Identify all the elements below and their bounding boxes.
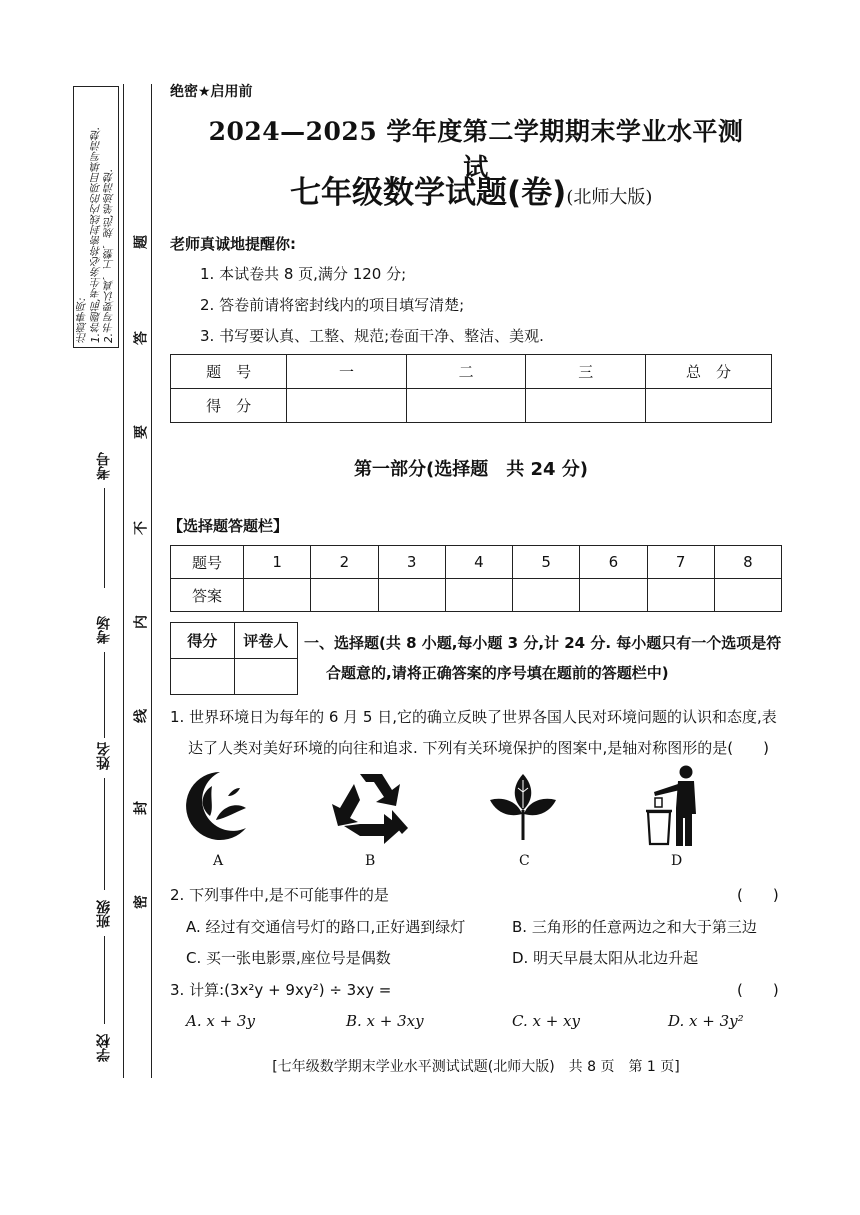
q2-stem: 2. 下列事件中,是不可能事件的是 bbox=[170, 886, 389, 904]
seal-char-3: 要 bbox=[133, 425, 147, 441]
score-header-total: 总 分 bbox=[646, 355, 772, 389]
grade-grader-cell[interactable] bbox=[234, 659, 298, 695]
answer-number-6: 6 bbox=[580, 546, 647, 579]
section1-line2: 合题意的,请将正确答案的序号填在题前的答题栏中) bbox=[326, 664, 669, 682]
notice-line2: 2.书写要认真、工整、规范,笔迹清楚. bbox=[103, 168, 115, 343]
q3-answer-paren[interactable]: ( ) bbox=[737, 981, 779, 999]
answer-cell-2[interactable] bbox=[311, 579, 378, 612]
score-cell-2[interactable] bbox=[406, 389, 526, 423]
q2-answer-paren[interactable]: ( ) bbox=[737, 886, 779, 904]
reminder-heading: 老师真诚地提醒你: bbox=[170, 235, 296, 253]
q3-option-d: D. x + 3y² bbox=[668, 1012, 744, 1030]
page-footer: [七年级数学期末学业水平测试试题(北师大版) 共 8 页 第 1 页] bbox=[272, 1059, 680, 1075]
q3-option-c: C. x + xy bbox=[512, 1012, 580, 1030]
answer-number-1: 1 bbox=[244, 546, 311, 579]
recycle-icon bbox=[330, 770, 412, 846]
q3-option-b: B. x + 3xy bbox=[346, 1012, 424, 1030]
exam-subtitle: 七年级数学试题(卷)(北师大版) bbox=[290, 175, 653, 211]
field-class: 班级 bbox=[96, 900, 112, 928]
reminder-item-2: 2. 答卷前请将密封线内的项目填写清楚; bbox=[200, 296, 465, 314]
field-exam-number: 考号 bbox=[96, 452, 112, 480]
answer-number-3: 3 bbox=[378, 546, 445, 579]
answer-table-header-label: 题号 bbox=[171, 546, 244, 579]
seal-char-7: 封 bbox=[133, 801, 147, 817]
field-line-exam-number[interactable] bbox=[104, 488, 105, 588]
answer-cell-8[interactable] bbox=[714, 579, 781, 612]
reminder-item-1: 1. 本试卷共 8 页,满分 120 分; bbox=[200, 265, 407, 283]
notice-line1: 1.答题前,考生务必将密封线内的项目填写清楚. bbox=[90, 126, 102, 343]
score-cell-3[interactable] bbox=[526, 389, 646, 423]
q1-option-d-label: D bbox=[671, 853, 683, 869]
score-header-3: 三 bbox=[526, 355, 646, 389]
grade-grader-label: 评卷人 bbox=[234, 623, 298, 659]
score-header-2: 二 bbox=[406, 355, 526, 389]
field-line-class[interactable] bbox=[104, 936, 105, 1024]
answer-cell-1[interactable] bbox=[244, 579, 311, 612]
notice-title: 注意事项: bbox=[76, 297, 88, 343]
q1-option-a-label: A bbox=[213, 853, 224, 869]
answer-bar-label: 【选择题答题栏】 bbox=[168, 517, 289, 535]
q2-option-c: C. 买一张电影票,座位号是偶数 bbox=[186, 949, 391, 967]
q1-line2: 达了人类对美好环境的向往和追求. 下列有关环境保护的图案中,是轴对称图形的是( ) bbox=[188, 739, 770, 757]
answer-cell-5[interactable] bbox=[513, 579, 580, 612]
trash-person-icon bbox=[644, 764, 710, 848]
three-leaves-icon bbox=[488, 770, 558, 844]
q3-option-a: A. x + 3y bbox=[186, 1012, 255, 1030]
seal-char-4: 不 bbox=[133, 521, 147, 537]
notice-box bbox=[73, 86, 119, 348]
score-header-1: 一 bbox=[287, 355, 407, 389]
answer-number-4: 4 bbox=[445, 546, 512, 579]
answer-cell-4[interactable] bbox=[445, 579, 512, 612]
binding-line-right bbox=[151, 84, 152, 1078]
score-header-label: 题 号 bbox=[171, 355, 287, 389]
q1-option-b-label: B bbox=[365, 853, 376, 869]
seal-char-6: 线 bbox=[133, 709, 147, 725]
exam-title: 2024—2025 学年度第二学期期末学业水平测试 bbox=[208, 117, 744, 182]
answer-number-8: 8 bbox=[714, 546, 781, 579]
edition-label: (北师大版) bbox=[566, 187, 653, 208]
grade-score-label: 得分 bbox=[171, 623, 235, 659]
moon-leaf-icon bbox=[180, 766, 260, 846]
field-exam-room: 考场 bbox=[96, 616, 112, 644]
section1-line1: 一、选择题(共 8 小题,每小题 3 分,计 24 分. 每小题只有一个选项是符 bbox=[304, 634, 782, 652]
answer-cell-3[interactable] bbox=[378, 579, 445, 612]
q1-line1: 1. 世界环境日为每年的 6 月 5 日,它的确立反映了世界各国人民对环境问题的认识和态度,表 bbox=[170, 708, 777, 726]
grade-box bbox=[170, 622, 298, 695]
q3-stem: 3. 计算:(3x²y + 9xy²) ÷ 3xy = bbox=[170, 981, 392, 999]
score-row-label: 得 分 bbox=[171, 389, 287, 423]
field-line-name[interactable] bbox=[104, 778, 105, 890]
score-cell-total[interactable] bbox=[646, 389, 772, 423]
seal-char-8: 密 bbox=[133, 895, 147, 911]
score-table bbox=[170, 354, 772, 423]
seal-char-2: 答 bbox=[133, 331, 147, 347]
grade-score-cell[interactable] bbox=[171, 659, 235, 695]
field-school: 学校 bbox=[96, 1034, 112, 1062]
part1-heading: 第一部分(选择题 共 24 分) bbox=[353, 459, 589, 480]
q1-option-c-label: C bbox=[519, 853, 530, 869]
seal-char-5: 内 bbox=[133, 615, 147, 631]
answer-row-label: 答案 bbox=[171, 579, 244, 612]
answer-table bbox=[170, 545, 782, 612]
q2-option-d: D. 明天早晨太阳从北边升起 bbox=[512, 949, 699, 967]
secret-label: 绝密★启用前 bbox=[170, 84, 253, 100]
score-cell-1[interactable] bbox=[287, 389, 407, 423]
field-name: 姓名 bbox=[96, 742, 112, 770]
reminder-item-3: 3. 书写要认真、工整、规范;卷面干净、整洁、美观. bbox=[200, 327, 544, 345]
seal-char-1: 题 bbox=[133, 235, 147, 251]
answer-number-2: 2 bbox=[311, 546, 378, 579]
q2-option-a: A. 经过有交通信号灯的路口,正好遇到绿灯 bbox=[186, 918, 466, 936]
binding-line-left bbox=[123, 84, 124, 1078]
answer-cell-7[interactable] bbox=[647, 579, 714, 612]
q2-option-b: B. 三角形的任意两边之和大于第三边 bbox=[512, 918, 757, 936]
answer-cell-6[interactable] bbox=[580, 579, 647, 612]
field-line-exam-room[interactable] bbox=[104, 652, 105, 738]
answer-number-7: 7 bbox=[647, 546, 714, 579]
answer-number-5: 5 bbox=[513, 546, 580, 579]
